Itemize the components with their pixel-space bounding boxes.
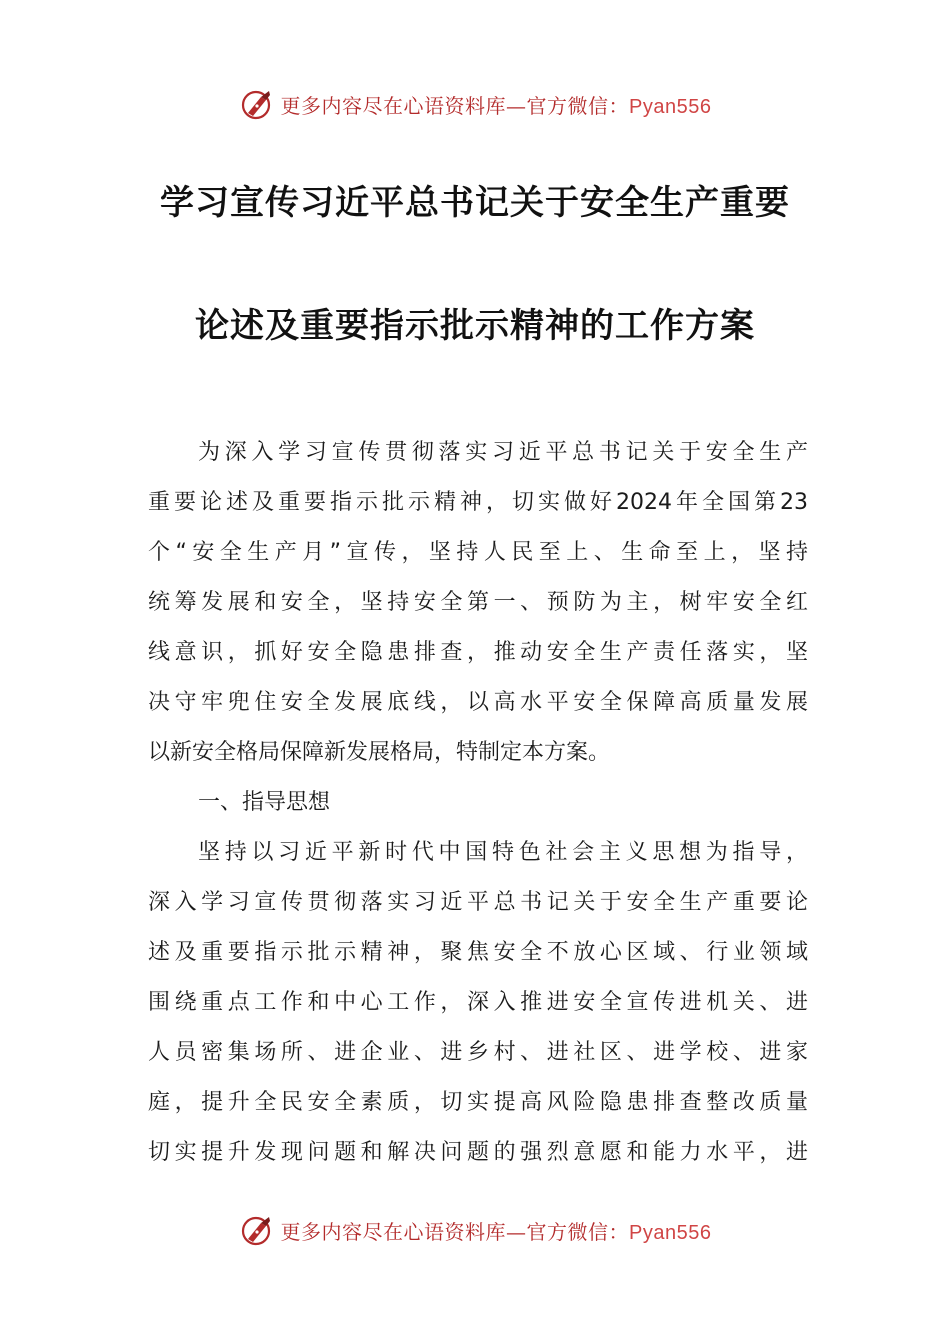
paragraph-intro [148,428,808,778]
paragraph-guiding-ideology [148,828,808,1178]
document-title-line-1: 学习宣传习近平总书记关于安全生产重要 [160,183,790,223]
section-1-heading: 一、指导思想 [198,790,331,815]
text-line: 为深入学习宣传贯彻落实习近平总书记关于安全生产 [198,440,808,465]
document-body [148,428,808,1178]
text-line: 重要论述及重要指示批示精神，切实做好2024年全国第23 [148,490,808,515]
text-line: 线意识，抓好安全隐患排查，推动安全生产责任落实，坚 [148,640,808,665]
watermark-wechat-id: Pyan556 [629,1221,712,1244]
text-line: 切实提升发现问题和解决问题的强烈意愿和能力水平，进 [148,1140,808,1165]
footer-watermark [0,1210,950,1250]
watermark-text: 更多内容尽在心语资料库—官方微信：Pyan556 [280,93,712,118]
text-line: 个“安全生产月”宣传，坚持人民至上、生命至上，坚持 [148,540,808,565]
text-line: 人员密集场所、进企业、进乡村、进社区、进学校、进家 [148,1040,808,1065]
pen-nib-circle-icon [239,1212,275,1248]
header-watermark [0,84,950,124]
section-heading [148,778,808,828]
text-line: 述及重要指示批示精神，聚焦安全不放心区域、行业领域 [148,940,808,965]
watermark-wechat-id: Pyan556 [629,95,712,118]
pen-nib-circle-icon [239,86,275,122]
text-line: 深入学习宣传贯彻落实习近平总书记关于安全生产重要论 [148,890,808,915]
text-line: 以新安全格局保障新发展格局，特制定本方案。 [148,740,611,765]
watermark-text: 更多内容尽在心语资料库—官方微信：Pyan556 [280,1219,712,1244]
text-line: 围绕重点工作和中心工作，深入推进安全宣传进机关、进 [148,990,808,1015]
text-line: 决守牢兜住安全发展底线，以高水平安全保障高质量发展 [148,690,808,715]
text-line: 坚持以习近平新时代中国特色社会主义思想为指导， [198,840,808,865]
text-line: 庭，提升全民安全素质，切实提高风险隐患排查整改质量 [148,1090,808,1115]
text-line: 统筹发展和安全，坚持安全第一、预防为主，树牢安全红 [148,590,808,615]
document-title-line-2: 论述及重要指示批示精神的工作方案 [195,306,755,346]
